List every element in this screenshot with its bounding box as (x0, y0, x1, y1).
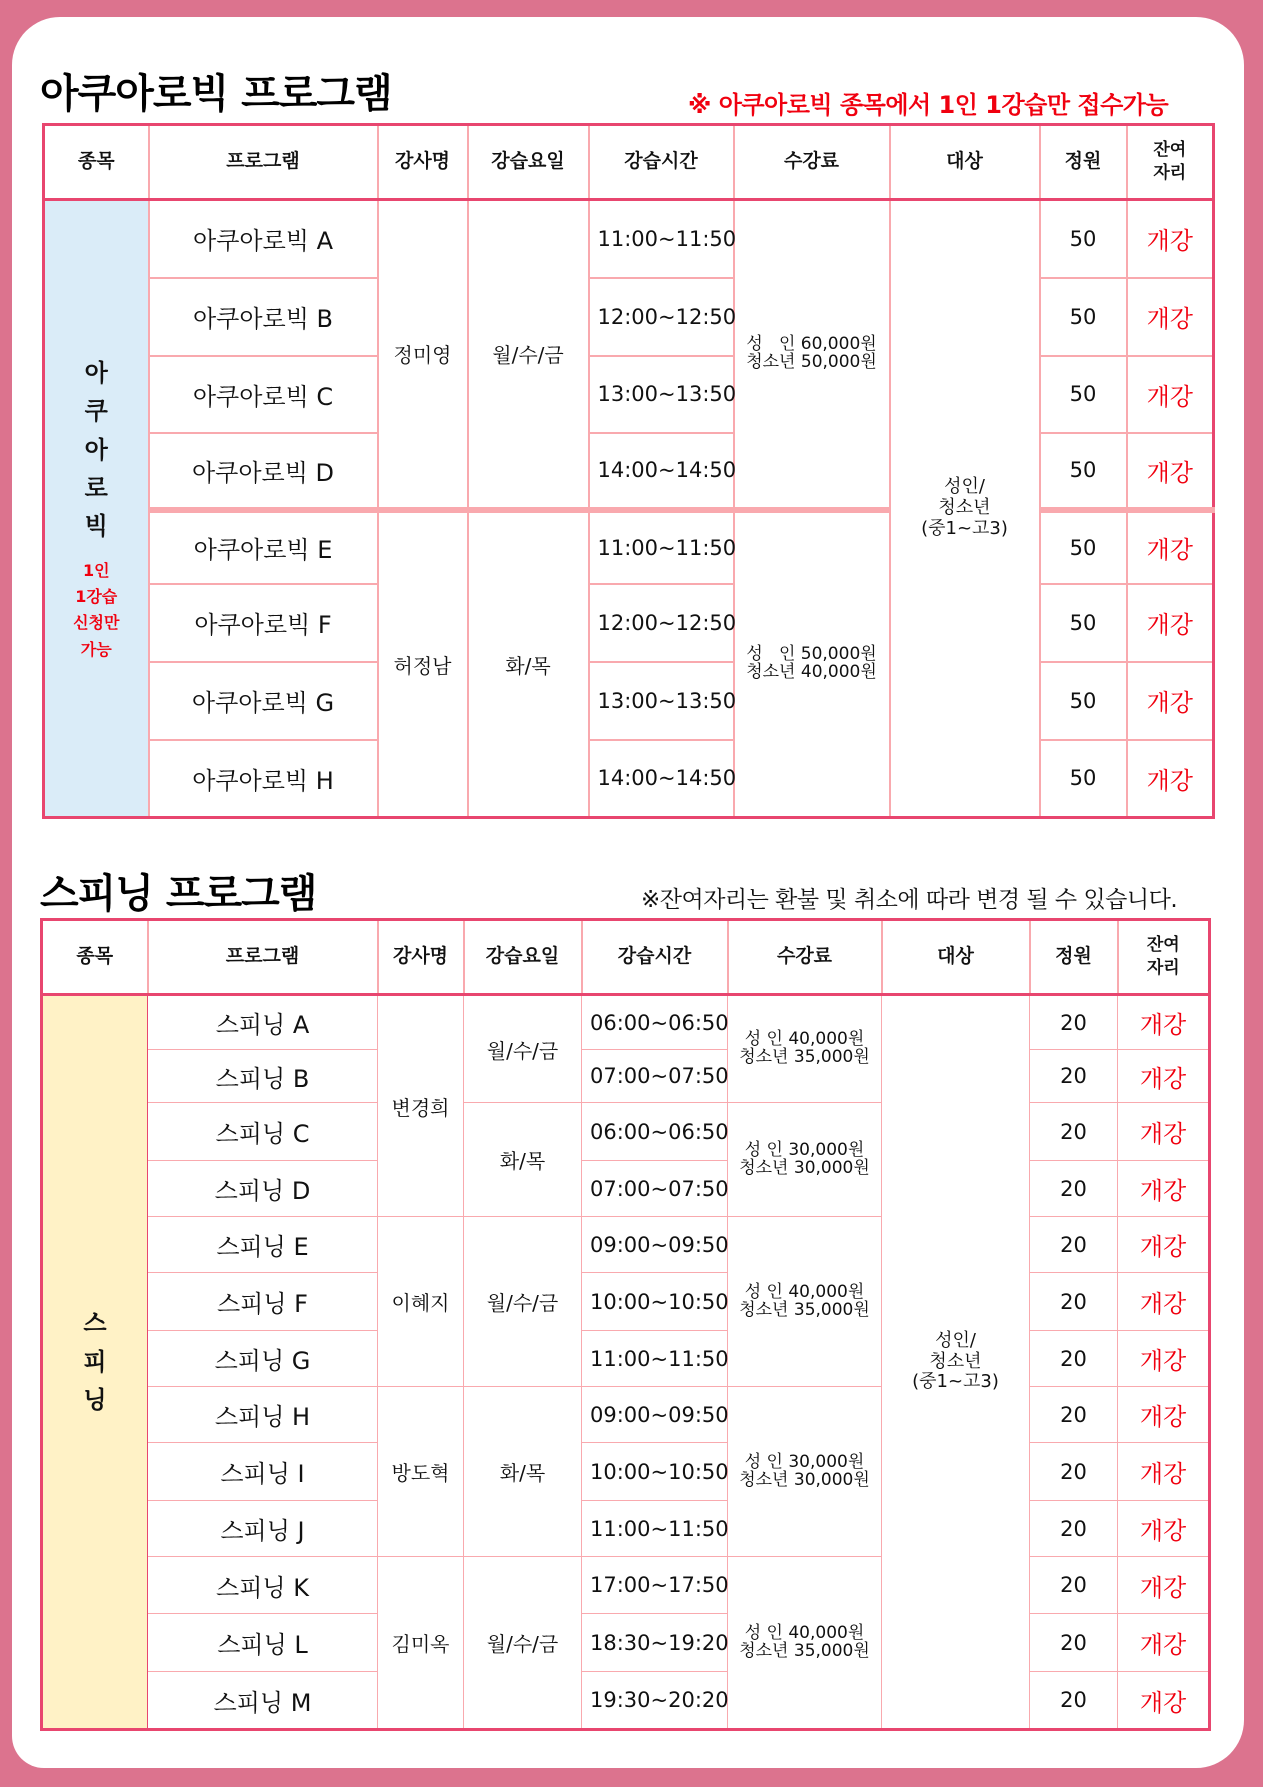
fee: 성 인 60,000원 청소년 50,000원 (734, 200, 890, 510)
status-badge: 개강 (1118, 1443, 1210, 1501)
header-category: 종목 (44, 125, 149, 200)
status-badge: 개강 (1118, 1103, 1210, 1161)
table-row (42, 1672, 1210, 1730)
table-row (42, 1614, 1210, 1672)
status-badge: 개강 (1127, 584, 1214, 662)
aerobics-schedule-table (42, 123, 1215, 819)
table-header-row (42, 920, 1210, 995)
program-name: 아쿠아로빅 B (149, 278, 378, 356)
fee: 성 인 40,000원 청소년 35,000원 (728, 995, 882, 1103)
target-audience: 성인/ 청소년 (중1~고3) (882, 995, 1030, 1730)
status-badge: 개강 (1127, 278, 1214, 356)
instructor-name: 정미영 (378, 200, 468, 510)
table-row (42, 1103, 1210, 1161)
status-badge: 개강 (1118, 1614, 1210, 1672)
class-time: 11:00~11:50 (589, 200, 734, 278)
status-badge: 개강 (1118, 1161, 1210, 1217)
spinning-schedule-table (40, 918, 1211, 1731)
class-time: 10:00~10:50 (582, 1273, 728, 1331)
class-time: 10:00~10:50 (582, 1443, 728, 1501)
class-days: 월/수/금 (464, 1217, 582, 1387)
status-badge: 개강 (1127, 740, 1214, 818)
header-category: 종목 (42, 920, 148, 995)
class-time: 13:00~13:50 (589, 356, 734, 433)
class-days: 화/목 (464, 1103, 582, 1217)
class-time: 11:00~11:50 (582, 1331, 728, 1387)
program-name: 아쿠아로빅 F (149, 584, 378, 662)
class-time: 07:00~07:50 (582, 1050, 728, 1103)
program-name: 아쿠아로빅 E (149, 510, 378, 584)
capacity: 20 (1030, 995, 1118, 1050)
header-program: 프로그램 (148, 920, 378, 995)
capacity: 20 (1030, 1331, 1118, 1387)
header-remaining: 잔여 자리 (1127, 125, 1214, 200)
category-note: 1인 1강습 신청만 가능 (73, 560, 120, 659)
class-time: 09:00~09:50 (582, 1217, 728, 1273)
header-target: 대상 (890, 125, 1040, 200)
header-program: 프로그램 (149, 125, 378, 200)
status-badge: 개강 (1118, 1501, 1210, 1557)
instructor-name: 허정남 (378, 510, 468, 818)
capacity: 50 (1040, 510, 1127, 584)
status-badge: 개강 (1118, 1217, 1210, 1273)
class-time: 18:30~19:20 (582, 1614, 728, 1672)
instructor-name: 김미옥 (378, 1557, 464, 1730)
program-name: 스피닝 G (148, 1331, 378, 1387)
header-instructor: 강사명 (378, 920, 464, 995)
class-time: 07:00~07:50 (582, 1161, 728, 1217)
table-row (42, 1273, 1210, 1331)
fee: 성 인 30,000원 청소년 30,000원 (728, 1103, 882, 1217)
fee: 성 인 30,000원 청소년 30,000원 (728, 1387, 882, 1557)
program-name: 스피닝 H (148, 1387, 378, 1443)
capacity: 50 (1040, 662, 1127, 740)
table-header-row (44, 125, 1214, 200)
capacity: 50 (1040, 740, 1127, 818)
header-fee: 수강료 (734, 125, 890, 200)
table-row (42, 1331, 1210, 1387)
header-capacity: 정원 (1040, 125, 1127, 200)
class-time: 06:00~06:50 (582, 1103, 728, 1161)
status-badge: 개강 (1127, 200, 1214, 278)
class-time: 19:30~20:20 (582, 1672, 728, 1730)
program-name: 아쿠아로빅 A (149, 200, 378, 278)
header-target: 대상 (882, 920, 1030, 995)
header-time: 강습시간 (589, 125, 734, 200)
program-name: 스피닝 E (148, 1217, 378, 1273)
fee: 성 인 40,000원 청소년 35,000원 (728, 1557, 882, 1730)
class-time: 13:00~13:50 (589, 662, 734, 740)
capacity: 20 (1030, 1672, 1118, 1730)
class-time: 17:00~17:50 (582, 1557, 728, 1614)
table-row (42, 995, 1210, 1050)
header-days: 강습요일 (464, 920, 582, 995)
table-row (42, 1050, 1210, 1103)
table-row (42, 1217, 1210, 1273)
fee: 성 인 40,000원 청소년 35,000원 (728, 1217, 882, 1387)
class-time: 14:00~14:50 (589, 433, 734, 510)
capacity: 20 (1030, 1443, 1118, 1501)
spinning-remaining-note: ※잔여자리는 환불 및 취소에 따라 변경 될 수 있습니다. (641, 887, 1178, 913)
program-name: 스피닝 C (148, 1103, 378, 1161)
capacity: 20 (1030, 1387, 1118, 1443)
header-capacity: 정원 (1030, 920, 1118, 995)
capacity: 20 (1030, 1501, 1118, 1557)
class-time: 12:00~12:50 (589, 278, 734, 356)
capacity: 20 (1030, 1614, 1118, 1672)
header-instructor: 강사명 (378, 125, 468, 200)
status-badge: 개강 (1127, 356, 1214, 433)
status-badge: 개강 (1118, 1273, 1210, 1331)
header-time: 강습시간 (582, 920, 728, 995)
program-name: 스피닝 M (148, 1672, 378, 1730)
class-time: 12:00~12:50 (589, 584, 734, 662)
table-row (42, 1443, 1210, 1501)
class-time: 09:00~09:50 (582, 1387, 728, 1443)
capacity: 50 (1040, 356, 1127, 433)
program-name: 스피닝 B (148, 1050, 378, 1103)
capacity: 20 (1030, 1273, 1118, 1331)
header-remaining: 잔여 자리 (1118, 920, 1210, 995)
status-badge: 개강 (1118, 1672, 1210, 1730)
class-days: 화/목 (464, 1387, 582, 1557)
capacity: 20 (1030, 1103, 1118, 1161)
instructor-name: 방도혁 (378, 1387, 464, 1557)
status-badge: 개강 (1118, 1331, 1210, 1387)
aerobics-section-title: 아쿠아로빅 프로그램 (40, 71, 392, 117)
table-row (42, 1557, 1210, 1614)
class-time: 14:00~14:50 (589, 740, 734, 818)
status-badge: 개강 (1118, 1557, 1210, 1614)
capacity: 50 (1040, 584, 1127, 662)
class-days: 월/수/금 (464, 995, 582, 1103)
capacity: 20 (1030, 1557, 1118, 1614)
capacity: 20 (1030, 1050, 1118, 1103)
status-badge: 개강 (1118, 995, 1210, 1050)
program-name: 스피닝 I (148, 1443, 378, 1501)
instructor-name: 이혜지 (378, 1217, 464, 1387)
table-row (44, 200, 1214, 278)
class-time: 11:00~11:50 (589, 510, 734, 584)
header-days: 강습요일 (468, 125, 589, 200)
program-name: 아쿠아로빅 D (149, 433, 378, 510)
fee: 성 인 50,000원 청소년 40,000원 (734, 510, 890, 818)
class-time: 06:00~06:50 (582, 995, 728, 1050)
program-name: 아쿠아로빅 C (149, 356, 378, 433)
header-fee: 수강료 (728, 920, 882, 995)
program-name: 스피닝 A (148, 995, 378, 1050)
status-badge: 개강 (1118, 1050, 1210, 1103)
program-name: 스피닝 L (148, 1614, 378, 1672)
program-name: 아쿠아로빅 G (149, 662, 378, 740)
program-name: 스피닝 K (148, 1557, 378, 1614)
class-days: 월/수/금 (464, 1557, 582, 1730)
capacity: 50 (1040, 200, 1127, 278)
class-days: 화/목 (468, 510, 589, 818)
class-time: 11:00~11:50 (582, 1501, 728, 1557)
capacity: 50 (1040, 433, 1127, 510)
status-badge: 개강 (1127, 662, 1214, 740)
category-cell: 스 피 닝 (42, 995, 148, 1730)
status-badge: 개강 (1118, 1387, 1210, 1443)
instructor-name: 변경희 (378, 995, 464, 1217)
capacity: 50 (1040, 278, 1127, 356)
class-days: 월/수/금 (468, 200, 589, 510)
capacity: 20 (1030, 1217, 1118, 1273)
program-name: 스피닝 J (148, 1501, 378, 1557)
spinning-section-title: 스피닝 프로그램 (40, 871, 317, 917)
table-row (42, 1501, 1210, 1557)
target-audience: 성인/ 청소년 (중1~고3) (890, 200, 1040, 818)
aerobics-enrollment-note: ※ 아쿠아로빅 종목에서 1인 1강습만 접수가능 (688, 91, 1169, 119)
status-badge: 개강 (1127, 510, 1214, 584)
table-row (42, 1161, 1210, 1217)
table-row (42, 1387, 1210, 1443)
program-name: 아쿠아로빅 H (149, 740, 378, 818)
category-cell: 아 쿠 아 로 빅 1인 1강습 신청만 가능 (44, 200, 149, 818)
status-badge: 개강 (1127, 433, 1214, 510)
capacity: 20 (1030, 1161, 1118, 1217)
program-name: 스피닝 D (148, 1161, 378, 1217)
program-name: 스피닝 F (148, 1273, 378, 1331)
